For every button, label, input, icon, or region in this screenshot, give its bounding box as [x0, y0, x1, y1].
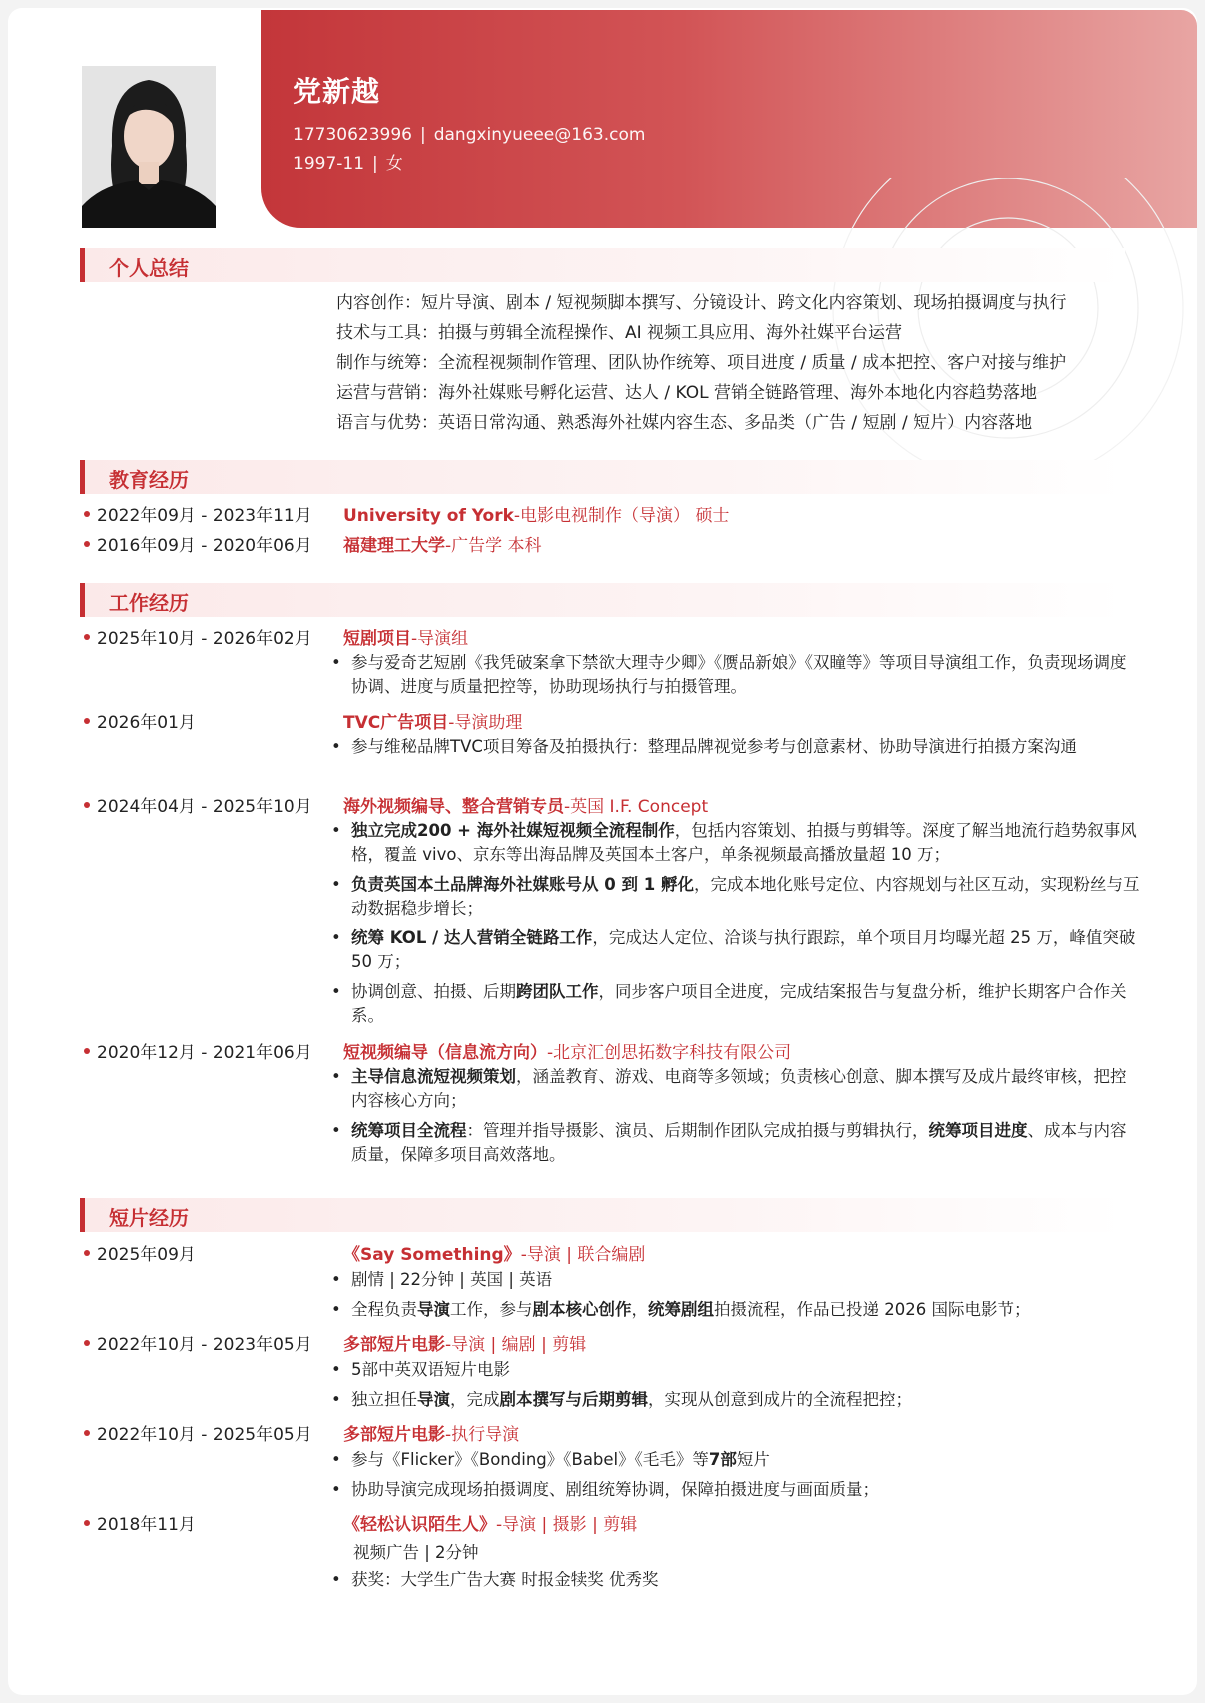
job-bullet: • 独立完成200 + 海外社媒短视频全流程制作，包括内容策划、拍摄与剪辑等。深度了解当地流行趋势叙事风格，覆盖 vivo、京东等出海品牌及英国本土客户，单条视频最高播放量超 10 万；	[351, 819, 1141, 867]
section-films	[80, 1198, 1125, 1232]
portrait-image	[82, 66, 216, 228]
header-banner	[261, 10, 1197, 228]
section-title: 个人总结	[109, 256, 189, 280]
job-title: 短剧项目-导演组	[343, 629, 469, 649]
film-bullet: • 全程负责导演工作，参与剧本核心创作，统筹剧组拍摄流程，作品已投递 2026 国际电影节；	[351, 1298, 1141, 1322]
job-date: 2025年10月 - 2026年02月	[84, 624, 312, 649]
major: -广告学 本科	[445, 536, 542, 556]
school-name: University of York	[343, 506, 514, 526]
job-title: 海外视频编导、整合营销专员-英国 I.F. Concept	[343, 797, 709, 817]
profile-photo	[82, 66, 216, 228]
timeline-dot	[84, 1520, 90, 1526]
film-bullet: • 5部中英双语短片电影	[351, 1358, 1141, 1382]
job-date: 2024年04月 - 2025年10月	[84, 792, 312, 817]
film-detail: 视频广告 | 2分钟	[353, 1543, 479, 1562]
timeline-dot	[84, 802, 90, 808]
timeline-dot	[84, 718, 90, 724]
education-title	[343, 501, 729, 526]
timeline-dot	[84, 511, 90, 517]
film-date: 2018年11月	[84, 1510, 196, 1535]
film-title: 多部短片电影-执行导演	[343, 1425, 520, 1445]
film-bullet: • 参与《Flicker》《Bonding》《Babel》《毛毛》等7部短片	[351, 1448, 1141, 1472]
film-date: 2025年09月	[84, 1240, 196, 1265]
job-bullet: • 主导信息流短视频策划，涵盖教育、游戏、电商等多领域；负责核心创意、脚本撰写及成片最终审核，把控内容核心方向；	[351, 1065, 1141, 1113]
timeline-dot	[84, 1430, 90, 1436]
job-date: 2026年01月	[84, 708, 196, 733]
education-date: 2022年09月 - 2023年11月	[84, 501, 312, 526]
job-title: 短视频编导（信息流方向）-北京汇创思拓数字科技有限公司	[343, 1043, 792, 1063]
job-bullet: • 负责英国本土品牌海外社媒账号从 0 到 1 孵化，完成本地化账号定位、内容规划与社区互动，实现粉丝与互动数据稳步增长；	[351, 873, 1141, 921]
film-bullet: • 剧情 | 22分钟 | 英国 | 英语	[351, 1268, 1141, 1292]
candidate-name: 党新越	[293, 75, 381, 108]
timeline-dot	[84, 1340, 90, 1346]
contact-line	[293, 125, 645, 145]
job-bullet: • 统筹 KOL / 达人营销全链路工作，完成达人定位、洽谈与执行跟踪，单个项目月均曝光超 25 万，峰值突破 50 万；	[351, 926, 1141, 974]
gender: 女	[385, 154, 403, 174]
section-education	[80, 460, 1125, 494]
film-title: 《轻松认识陌生人》-导演 | 摄影 | 剪辑	[343, 1515, 638, 1535]
summary-line: 运营与营销：海外社媒账号孵化运营、达人 / KOL 营销全链路管理、海外本地化内容趋势落地	[336, 383, 1038, 403]
job-bullet: • 参与维秘品牌TVC项目筹备及拍摄执行：整理品牌视觉参考与创意素材、协助导演进行拍摄方案沟通	[351, 735, 1141, 759]
section-title: 短片经历	[109, 1206, 189, 1230]
film-title: 多部短片电影-导演 | 编剧 | 剪辑	[343, 1335, 587, 1355]
phone-number: 17730623996	[293, 125, 412, 145]
divider: |	[372, 154, 378, 174]
summary-line: 内容创作：短片导演、剧本 / 短视频脚本撰写、分镜设计、跨文化内容策划、现场拍摄调度与执行	[336, 293, 1067, 313]
summary-line: 制作与统筹：全流程视频制作管理、团队协作统筹、项目进度 / 质量 / 成本把控、客户对接与维护	[336, 353, 1067, 373]
section-title: 教育经历	[109, 468, 189, 492]
timeline-dot	[84, 1250, 90, 1256]
job-bullet: • 协调创意、拍摄、后期跨团队工作，同步客户项目全进度，完成结案报告与复盘分析，维护长期客户合作关系。	[351, 980, 1141, 1028]
film-bullet: • 获奖：大学生广告大赛 时报金犊奖 优秀奖	[351, 1568, 1141, 1592]
email-address: dangxinyueee@163.com	[433, 125, 646, 145]
job-bullet: • 统筹项目全流程：管理并指导摄影、演员、后期制作团队完成拍摄与剪辑执行，统筹项目进度、成本与内容质量，保障多项目高效落地。	[351, 1119, 1141, 1167]
film-date: 2022年10月 - 2025年05月	[84, 1420, 312, 1445]
resume-page	[8, 8, 1197, 1695]
major: -电影电视制作（导演） 硕士	[513, 506, 730, 526]
job-date: 2020年12月 - 2021年06月	[84, 1038, 312, 1063]
section-work	[80, 583, 1125, 617]
education-date: 2016年09月 - 2020年06月	[84, 531, 312, 556]
timeline-dot	[84, 1048, 90, 1054]
summary-line: 语言与优势：英语日常沟通、熟悉海外社媒内容生态、多品类（广告 / 短剧 / 短片）内容落地	[336, 413, 1033, 433]
timeline-dot	[84, 634, 90, 640]
section-title: 工作经历	[109, 591, 189, 615]
job-title: TVC广告项目-导演助理	[343, 713, 523, 733]
education-title	[343, 531, 542, 556]
section-summary	[80, 248, 1125, 282]
job-bullet: • 参与爱奇艺短剧《我凭破案拿下禁欲大理寺少卿》《赝品新娘》《双瞳等》等项目导演组工作，负责现场调度协调、进度与质量把控等，协助现场执行与拍摄管理。	[351, 651, 1141, 699]
personal-info-line	[293, 149, 403, 174]
film-bullet: • 协助导演完成现场拍摄调度、剧组统筹协调，保障拍摄进度与画面质量；	[351, 1478, 1141, 1502]
timeline-dot	[84, 541, 90, 547]
divider: |	[419, 125, 426, 145]
birth-date: 1997-11	[293, 154, 365, 174]
school-name: 福建理工大学	[343, 536, 445, 556]
film-date: 2022年10月 - 2023年05月	[84, 1330, 312, 1355]
film-title: 《Say Something》-导演 | 联合编剧	[343, 1245, 646, 1265]
summary-line: 技术与工具：拍摄与剪辑全流程操作、AI 视频工具应用、海外社媒平台运营	[336, 323, 903, 343]
film-bullet: • 独立担任导演，完成剧本撰写与后期剪辑，实现从创意到成片的全流程把控；	[351, 1388, 1141, 1412]
